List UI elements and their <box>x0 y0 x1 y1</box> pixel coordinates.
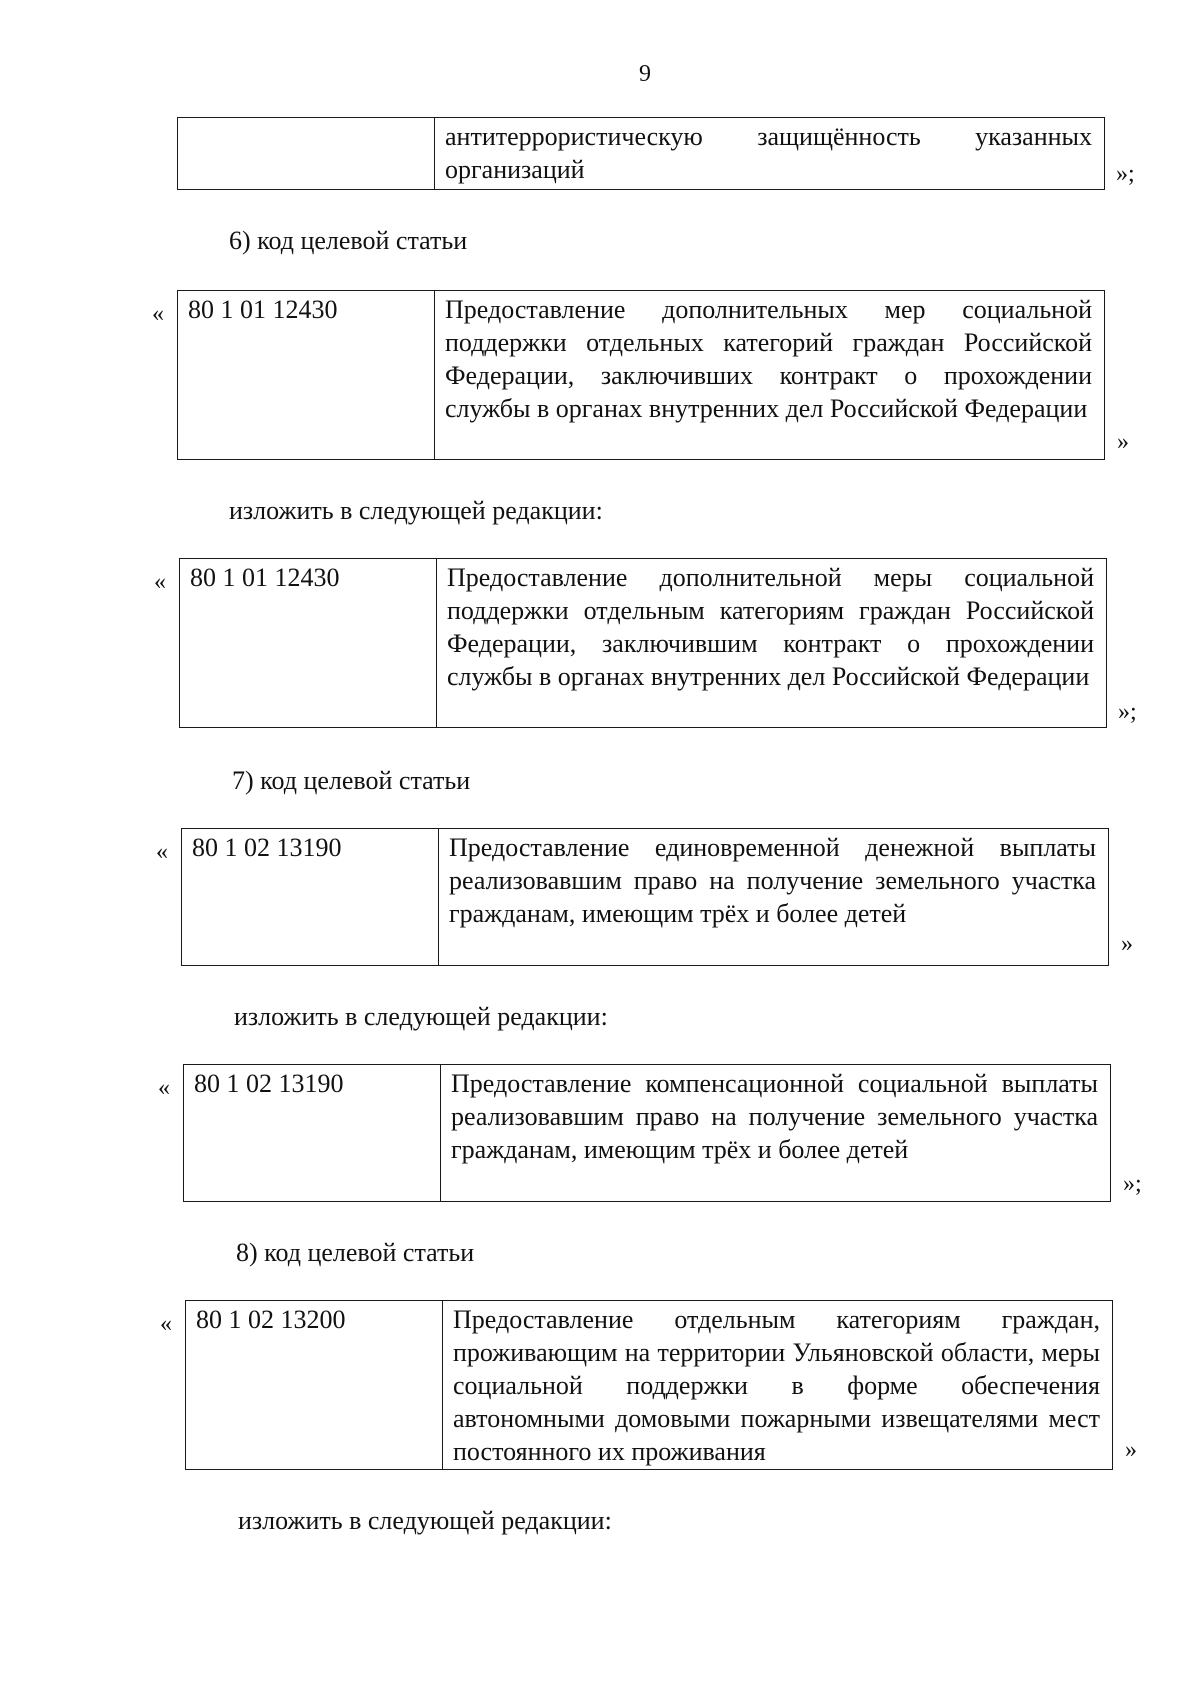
opening-quote: « <box>158 1075 170 1101</box>
section-heading: 6) код целевой статьи <box>229 226 468 255</box>
target-code: 80 1 02 13200 <box>186 1301 443 1469</box>
target-code: 80 1 02 13190 <box>184 1065 441 1201</box>
closing-quote: » <box>1117 429 1129 455</box>
target-code: 80 1 02 13190 <box>182 829 439 965</box>
table-row <box>177 290 1105 460</box>
closing-quote: »; <box>1123 1171 1142 1197</box>
table-row <box>185 1300 1113 1470</box>
target-description: Предоставление дополнительных мер социальной поддержки отдельных категорий граждан Российской Федерации, заключивших контракт о прохождении службы в органах внутренних дел Российской Федерации <box>445 295 1092 423</box>
target-code: 80 1 01 12430 <box>180 559 437 727</box>
table-row <box>183 1064 1111 1202</box>
opening-quote: « <box>160 1311 172 1337</box>
table-row <box>177 117 1105 190</box>
opening-quote: « <box>154 569 166 595</box>
instruction-text: изложить в следующей редакции: <box>229 496 603 525</box>
closing-quote: » <box>1125 1437 1137 1463</box>
table-row <box>181 828 1109 966</box>
section-heading: 8) код целевой статьи <box>236 1238 475 1267</box>
instruction-text: изложить в следующей редакции: <box>238 1506 612 1535</box>
section-heading: 7) код целевой статьи <box>232 766 471 795</box>
instruction-text: изложить в следующей редакции: <box>234 1002 608 1031</box>
table-row <box>179 558 1107 728</box>
closing-quote: »; <box>1118 699 1137 725</box>
target-code <box>178 118 435 189</box>
target-description: Предоставление единовременной денежной выплаты реализовавшим право на получение земельного участка гражданам, имеющим трёх и более детей <box>449 833 1096 928</box>
closing-quote: »; <box>1116 161 1135 187</box>
opening-quote: « <box>156 839 168 865</box>
opening-quote: « <box>152 301 164 327</box>
page-number: 9 <box>639 61 651 87</box>
closing-quote: » <box>1121 931 1133 957</box>
target-description: Предоставление дополнительной меры социальной поддержки отдельным категориям граждан Российской Федерации, заключившим контракт о прохождении службы в органах внутренних дел Российской Федерации <box>447 563 1094 691</box>
target-code: 80 1 01 12430 <box>178 291 435 459</box>
target-description: Предоставление компенсационной социальной выплаты реализовавшим право на получение земельного участка гражданам, имеющим трёх и более детей <box>451 1069 1098 1164</box>
target-description: антитеррористическую защищённость указанных организаций <box>445 122 1092 184</box>
target-description: Предоставление отдельным категориям граждан, проживающим на территории Ульяновской области, меры социальной поддержки в форме обеспечения автономными домовыми пожарными извещателями мест постоянного их проживания <box>453 1305 1100 1466</box>
